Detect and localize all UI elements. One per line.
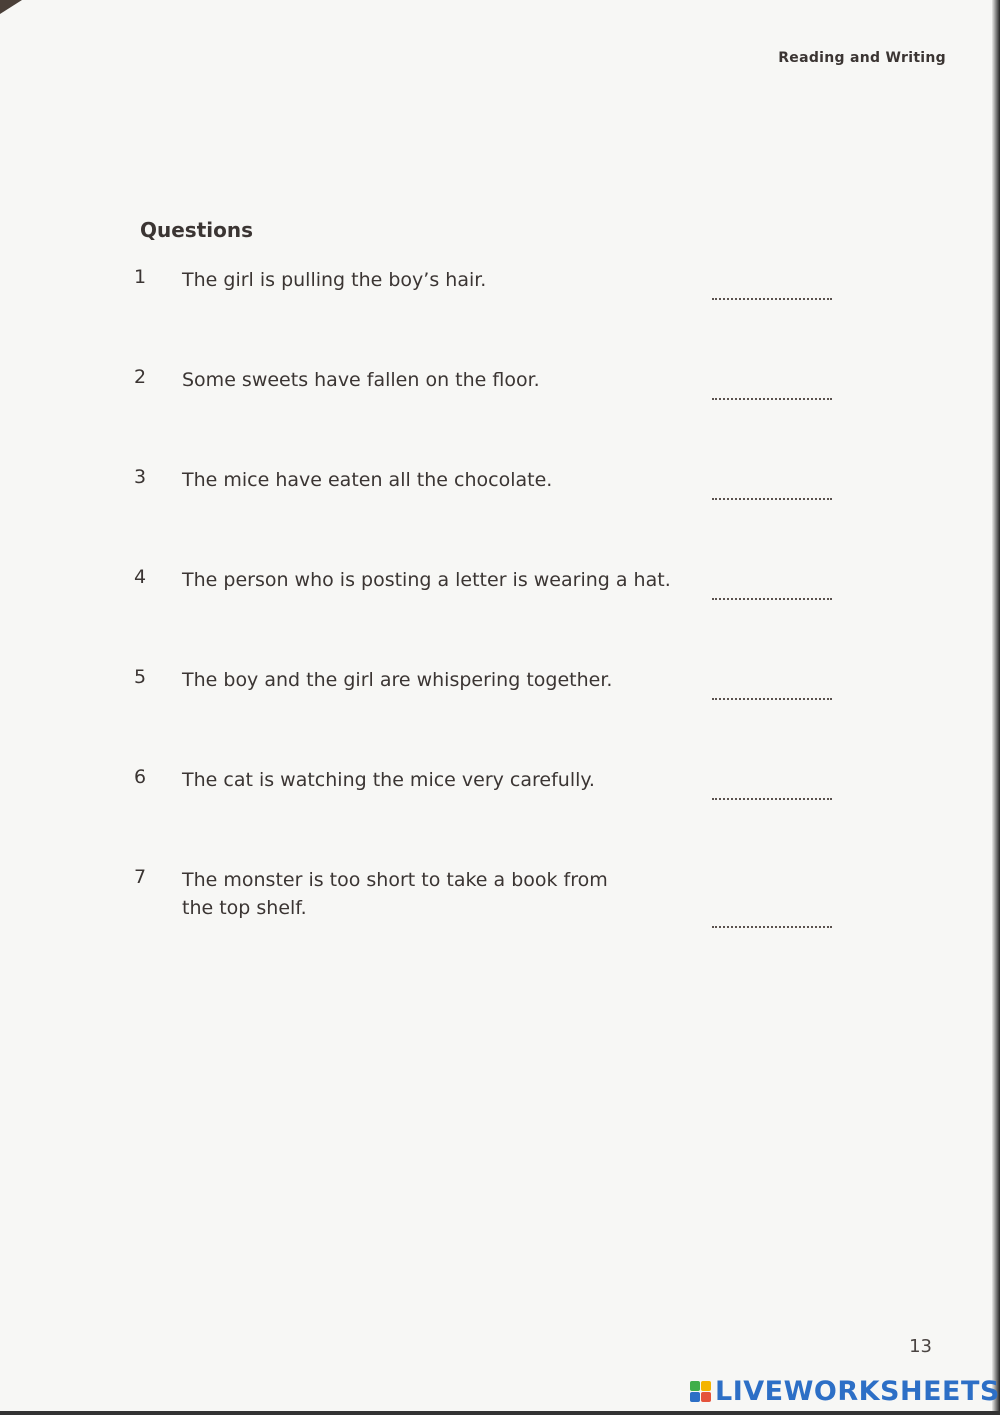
question-item-5 xyxy=(134,666,834,726)
question-number: 3 xyxy=(134,466,147,488)
question-number: 1 xyxy=(134,266,147,288)
question-item-3 xyxy=(134,466,834,526)
logo-tile-blue xyxy=(690,1392,700,1402)
question-item-6 xyxy=(134,766,834,826)
scan-edge-bottom xyxy=(0,1411,1000,1415)
page-number: 13 xyxy=(909,1336,932,1357)
questions-heading: Questions xyxy=(140,218,254,242)
section-header: Reading and Writing xyxy=(778,50,946,66)
question-item-7 xyxy=(134,866,834,946)
question-number: 5 xyxy=(134,666,147,688)
logo-tile-green xyxy=(690,1381,700,1391)
question-number: 7 xyxy=(134,866,147,888)
liveworksheets-watermark[interactable] xyxy=(690,1376,1000,1407)
answer-blank[interactable] xyxy=(712,578,832,600)
answer-blank[interactable] xyxy=(712,778,832,800)
answer-blank[interactable] xyxy=(712,278,832,300)
question-item-2 xyxy=(134,366,834,426)
answer-blank[interactable] xyxy=(712,906,832,928)
brand-name: LIVEWORKSHEETS xyxy=(715,1376,1000,1407)
question-item-1 xyxy=(134,266,834,326)
answer-blank[interactable] xyxy=(712,478,832,500)
logo-tile-yellow xyxy=(701,1381,711,1391)
question-text: The boy and the girl are whispering together. xyxy=(182,669,613,691)
question-text: Some sweets have fallen on the floor. xyxy=(182,369,540,391)
question-number: 4 xyxy=(134,566,147,588)
question-text: The girl is pulling the boy’s hair. xyxy=(182,269,487,291)
scan-corner-mark xyxy=(0,0,22,14)
question-text: The person who is posting a letter is wearing a hat. xyxy=(182,569,671,591)
question-text: The monster is too short to take a book from the top shelf. xyxy=(182,869,608,919)
answer-blank[interactable] xyxy=(712,378,832,400)
question-number: 6 xyxy=(134,766,147,788)
scan-edge-right xyxy=(992,0,1000,1415)
question-item-4 xyxy=(134,566,834,626)
answer-blank[interactable] xyxy=(712,678,832,700)
question-number: 2 xyxy=(134,366,147,388)
question-text: The mice have eaten all the chocolate. xyxy=(182,469,553,491)
logo-tile-red xyxy=(701,1392,711,1402)
question-text: The cat is watching the mice very carefully. xyxy=(182,769,595,791)
liveworksheets-logo-icon xyxy=(690,1381,711,1402)
